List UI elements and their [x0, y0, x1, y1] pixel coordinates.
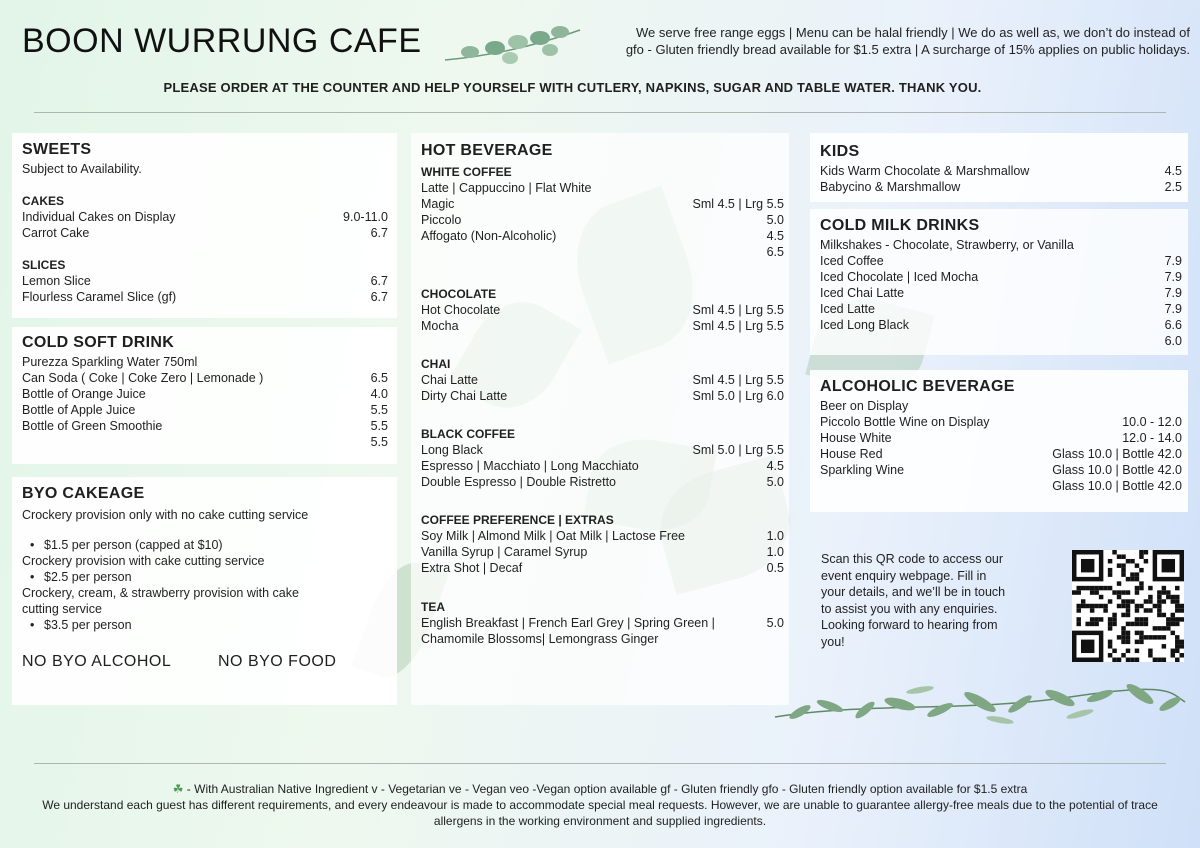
item-name: Chai Latte — [421, 373, 478, 387]
cake-row — [22, 225, 388, 241]
byo-line2: Crockery provision with cake cutting service — [22, 554, 265, 568]
item-price: 5.0 — [766, 213, 784, 227]
cold-milk-list — [820, 237, 1182, 349]
cold-milk-row — [820, 317, 1182, 333]
item-price: Glass 10.0 | Bottle 42.0 — [1052, 479, 1182, 493]
chai-title: CHAI — [421, 357, 451, 371]
chocolate-title: CHOCOLATE — [421, 287, 497, 301]
cafe-title: BOON WURRUNG CAFE — [22, 22, 422, 60]
section-title-hot-beverage: HOT BEVERAGE — [421, 142, 553, 159]
black-coffee-row — [421, 474, 784, 490]
byo-bullet3: • $3.5 per person — [22, 617, 388, 633]
item-name: Milkshakes - Chocolate, Strawberry, or Vanilla — [820, 238, 1074, 252]
slice-row — [22, 289, 388, 305]
item-name: Bottle of Apple Juice — [22, 403, 136, 417]
item-price: 7.9 — [1164, 254, 1182, 268]
tea-title: TEA — [421, 600, 445, 614]
item-price: 7.9 — [1164, 270, 1182, 284]
item-name: Mocha — [421, 319, 459, 333]
cold-milk-row — [820, 237, 1182, 253]
item-price: 0.5 — [766, 561, 784, 575]
section-title-sweets: SWEETS — [22, 141, 92, 158]
extras-list — [421, 528, 784, 576]
alcohol-row — [820, 398, 1182, 414]
item-price: 1.0 — [766, 545, 784, 559]
tea-price: 5.0 — [766, 616, 784, 630]
soft-drink-row — [22, 402, 388, 418]
item-price: 4.5 — [766, 229, 784, 243]
item-price: 6.5 — [766, 245, 784, 259]
white-coffee-title: WHITE COFFEE — [421, 165, 512, 179]
item-name: Iced Chai Latte — [820, 286, 905, 300]
cold-soft-drink-list — [22, 354, 388, 450]
no-byo-food: NO BYO FOOD — [218, 653, 337, 670]
item-price: 2.5 — [1164, 180, 1182, 194]
item-price: 6.7 — [370, 274, 388, 288]
alcohol-list — [820, 398, 1182, 494]
item-price: 6.6 — [1164, 318, 1182, 332]
item-name: Latte | Cappuccino | Flat White — [421, 181, 592, 195]
item-name: Iced Chocolate | Iced Mocha — [820, 270, 979, 284]
chocolate-row — [421, 318, 784, 334]
section-title-alcohol: ALCOHOLIC BEVERAGE — [820, 378, 1015, 395]
cold-milk-row — [820, 301, 1182, 317]
eucalyptus-sprig-icon — [440, 18, 585, 78]
item-price: 6.0 — [1164, 334, 1182, 348]
slice-row — [22, 273, 388, 289]
chocolate-row — [421, 302, 784, 318]
item-price: Sml 4.5 | Lrg 5.5 — [692, 319, 784, 333]
item-name: Extra Shot | Decaf — [421, 561, 523, 575]
item-price: 7.9 — [1164, 302, 1182, 316]
item-price: Sml 4.5 | Lrg 5.5 — [692, 303, 784, 317]
item-name: Piccolo Bottle Wine on Display — [820, 415, 990, 429]
alcohol-row — [820, 446, 1182, 462]
chai-row — [421, 388, 784, 404]
alcohol-panel — [810, 370, 1188, 512]
item-name: Espresso | Macchiato | Long Macchiato — [421, 459, 639, 473]
item-name: Bottle of Green Smoothie — [22, 419, 163, 433]
soft-drink-row — [22, 434, 388, 450]
item-name: Can Soda ( Coke | Coke Zero | Lemonade ) — [22, 371, 264, 385]
item-name: Carrot Cake — [22, 226, 90, 240]
item-name: Purezza Sparkling Water 750ml — [22, 355, 198, 369]
byo-bullet2: • $2.5 per person — [22, 569, 388, 585]
item-name: Iced Coffee — [820, 254, 884, 268]
section-title-byo-cakeage: BYO CAKEAGE — [22, 485, 145, 502]
tea-name-line1: English Breakfast | French Earl Grey | Spring Green | — [421, 616, 715, 630]
soft-drink-row — [22, 386, 388, 402]
item-name: Hot Chocolate — [421, 303, 501, 317]
white-coffee-row — [421, 180, 784, 196]
item-price: 5.5 — [370, 419, 388, 433]
kids-panel — [810, 133, 1188, 202]
slices-list — [22, 273, 388, 305]
footer — [30, 781, 1170, 829]
item-price: 10.0 - 12.0 — [1122, 415, 1182, 429]
soft-drink-row — [22, 418, 388, 434]
sweets-cakes-title: CAKES — [22, 194, 65, 208]
item-name: Piccolo — [421, 213, 462, 227]
bottom-divider — [34, 763, 1166, 764]
cakes-list — [22, 209, 388, 241]
item-name: House Red — [820, 447, 883, 461]
qr-code-icon[interactable] — [1072, 550, 1184, 662]
top-divider — [34, 112, 1166, 113]
item-name: Sparkling Wine — [820, 463, 905, 477]
byo-cakeage-panel — [12, 477, 397, 705]
item-price: 6.7 — [370, 226, 388, 240]
item-name: Beer on Display — [820, 399, 909, 413]
item-name: Individual Cakes on Display — [22, 210, 176, 224]
item-price: Glass 10.0 | Bottle 42.0 — [1052, 447, 1182, 461]
extras-row — [421, 560, 784, 576]
item-price: 5.5 — [370, 435, 388, 449]
black-coffee-row — [421, 458, 784, 474]
item-name: Magic — [421, 197, 455, 211]
cake-row — [22, 209, 388, 225]
sweets-panel — [12, 133, 397, 318]
item-price: 7.9 — [1164, 286, 1182, 300]
header-note — [590, 24, 1190, 58]
extras-row — [421, 544, 784, 560]
soft-drink-row — [22, 370, 388, 386]
item-name: Double Espresso | Double Ristretto — [421, 475, 617, 489]
section-title-cold-milk: COLD MILK DRINKS — [820, 217, 980, 234]
white-coffee-row — [421, 228, 784, 244]
item-price: 12.0 - 14.0 — [1122, 431, 1182, 445]
black-coffee-row — [421, 442, 784, 458]
footer-disclaimer: We understand each guest has different requirements, and every endeavour is made to accommodate special meal requests. However, we are unable to guarantee allergy-free meals due to the potential of trace allergens in the working environment and supplied ingredients. — [42, 798, 1158, 828]
header-note-line1: We serve free range eggs | Menu can be halal friendly | We do as well as, we don’t do instead of — [635, 25, 1190, 40]
cold-milk-row — [820, 253, 1182, 269]
white-coffee-row — [421, 212, 784, 228]
extras-row — [421, 528, 784, 544]
item-name: Iced Latte — [820, 302, 875, 316]
black-coffee-title: BLACK COFFEE — [421, 427, 515, 441]
item-name: House White — [820, 431, 892, 445]
item-price: 5.0 — [766, 475, 784, 489]
cold-milk-row — [820, 333, 1182, 349]
alcohol-row — [820, 478, 1182, 494]
extras-title: COFFEE PREFERENCE | EXTRAS — [421, 513, 614, 527]
kids-list — [820, 163, 1182, 195]
item-price: Sml 5.0 | Lrg 5.5 — [692, 443, 784, 457]
section-title-cold-soft-drink: COLD SOFT DRINK — [22, 334, 175, 351]
alcohol-row — [820, 414, 1182, 430]
chai-row — [421, 372, 784, 388]
item-price: 6.5 — [370, 371, 388, 385]
chocolate-list — [421, 302, 784, 334]
tea-name-line2: Chamomile Blossoms| Lemongrass Ginger — [421, 632, 659, 646]
item-price: 9.0-11.0 — [343, 210, 388, 224]
kids-row — [820, 179, 1182, 195]
white-coffee-row — [421, 196, 784, 212]
item-price: 1.0 — [766, 529, 784, 543]
hot-beverage-panel — [411, 133, 789, 705]
chai-list — [421, 372, 784, 404]
item-name: Vanilla Syrup | Caramel Syrup — [421, 545, 588, 559]
item-price: Glass 10.0 | Bottle 42.0 — [1052, 463, 1182, 477]
cold-soft-drink-panel — [12, 327, 397, 464]
byo-line3: Crockery, cream, & strawberry provision with cake cutting service — [22, 586, 299, 616]
footer-legend-text: - With Australian Native Ingredient v - Vegetarian ve - Vegan veo -Vegan option available gf - Gluten friendly gfo - Gluten friendly option available for $1.5 extra — [183, 782, 1028, 796]
order-instructions: PLEASE ORDER AT THE COUNTER AND HELP YOURSELF WITH CUTLERY, NAPKINS, SUGAR AND TABLE WATER. THANK YOU. — [163, 80, 982, 95]
item-name: Iced Long Black — [820, 318, 909, 332]
item-name: Affogato (Non-Alcoholic) — [421, 229, 557, 243]
white-coffee-row — [421, 244, 784, 260]
white-coffee-list — [421, 180, 784, 260]
item-name: Lemon Slice — [22, 274, 91, 288]
item-name: Babycino & Marshmallow — [820, 180, 961, 194]
header-note-line2: gfo - Gluten friendly bread available for $1.5 extra | A surcharge of 15% applies on public holidays. — [625, 42, 1190, 57]
item-name: Long Black — [421, 443, 483, 457]
tea-row — [421, 615, 784, 631]
item-price: Sml 4.5 | Lrg 5.5 — [692, 373, 784, 387]
item-name: Kids Warm Chocolate & Marshmallow — [820, 164, 1030, 178]
byo-bullet1: • $1.5 per person (capped at $10) — [22, 537, 388, 553]
item-price: 6.7 — [370, 290, 388, 304]
item-price: Sml 5.0 | Lrg 6.0 — [692, 389, 784, 403]
sweets-subtitle: Subject to Availability. — [22, 162, 142, 176]
qr-description: Scan this QR code to access our event enquiry webpage. Fill in your details, and we’ll be in touch to assist you with any enquiries. Looking forward to hearing from you! — [821, 552, 1006, 649]
black-coffee-list — [421, 442, 784, 490]
item-price: 5.5 — [370, 403, 388, 417]
alcohol-row — [820, 462, 1182, 478]
item-price: 4.5 — [1164, 164, 1182, 178]
vine-decoration-icon — [770, 672, 1190, 742]
item-price: 4.5 — [766, 459, 784, 473]
cold-milk-panel — [810, 209, 1188, 355]
item-name: Soy Milk | Almond Milk | Oat Milk | Lactose Free — [421, 529, 685, 543]
alcohol-row — [820, 430, 1182, 446]
item-price: Sml 4.5 | Lrg 5.5 — [692, 197, 784, 211]
footer-legend — [30, 781, 1170, 797]
sweets-slices-title: SLICES — [22, 258, 66, 272]
byo-line1: Crockery provision only with no cake cutting service — [22, 508, 309, 522]
shamrock-icon: ☘ — [172, 782, 184, 796]
section-title-kids: KIDS — [820, 143, 860, 160]
item-price: 4.0 — [370, 387, 388, 401]
item-name: Flourless Caramel Slice (gf) — [22, 290, 177, 304]
soft-drink-row — [22, 354, 388, 370]
kids-row — [820, 163, 1182, 179]
no-byo-alcohol: NO BYO ALCOHOL — [22, 653, 172, 670]
item-name: Dirty Chai Latte — [421, 389, 508, 403]
item-name: Bottle of Orange Juice — [22, 387, 146, 401]
cold-milk-row — [820, 269, 1182, 285]
cold-milk-row — [820, 285, 1182, 301]
